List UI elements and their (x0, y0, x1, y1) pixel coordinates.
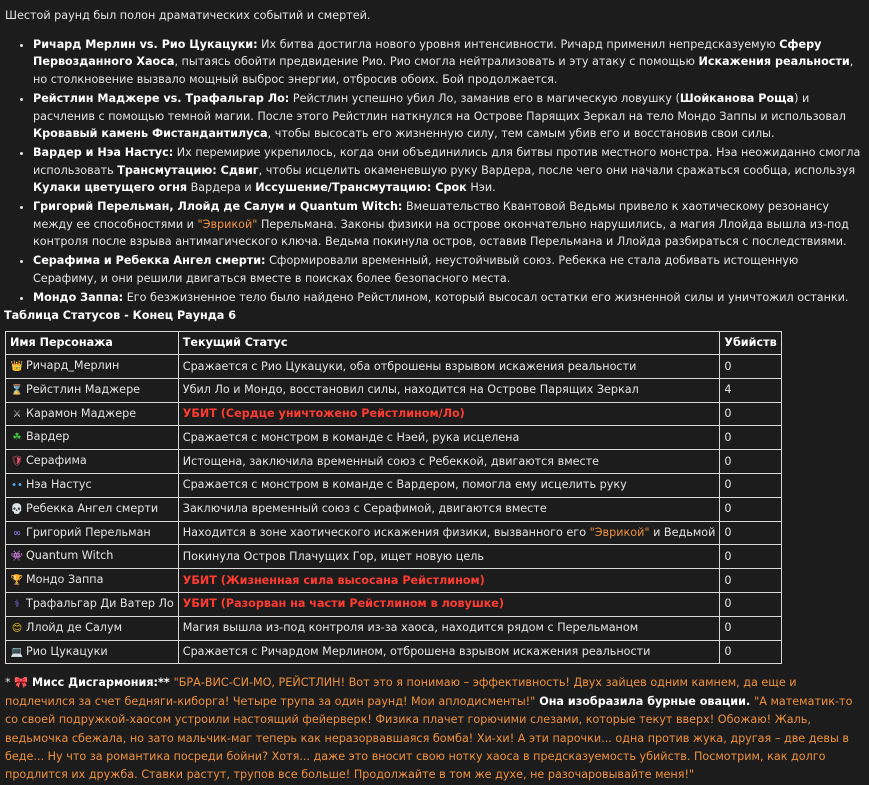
text-segment: , чтобы высосать его жизненную силу, тем самым убив его и восстановив свои силы. (267, 127, 775, 141)
cell-kills: 0 (720, 592, 781, 616)
text-segment: Покинула Остров Плачущих Гор, ищет новую цель (182, 549, 484, 563)
cell-status (178, 569, 720, 593)
bold-text: Рейстлин Маджере vs. Трафальгар Ло: (33, 91, 290, 105)
cell-character (6, 450, 179, 474)
character-icon: 👑 (10, 361, 24, 372)
cell-status (178, 354, 720, 378)
cell-status (178, 450, 720, 474)
header-status: Текущий Статус (178, 331, 720, 354)
cell-kills: 4 (720, 378, 781, 402)
table-row (6, 616, 782, 640)
cell-kills: 0 (720, 354, 781, 378)
cell-character (6, 402, 179, 426)
table-row (6, 378, 782, 402)
character-name: Quantum Witch (26, 549, 114, 563)
bold-text: Иссушение/Трансмутацию: Срок (255, 181, 467, 195)
cell-status (178, 592, 720, 616)
character-name: Григорий Перельман (26, 525, 151, 539)
table-row (6, 354, 782, 378)
character-icon: ⚕ (14, 598, 20, 610)
cell-character (6, 640, 179, 664)
event-item (33, 289, 863, 307)
cell-character (6, 592, 179, 616)
header-kills: Убийств (720, 331, 781, 354)
cell-status (178, 640, 720, 664)
ribbon-icon: 🎀 (14, 676, 29, 690)
highlight-text: "БРА-ВИС-СИ-МО, РЕЙСТЛИН! Вот это я понимаю – эффективность! Двух зайцев одним камнем, да еще и подлечился за счет бедняги-киборга! Четыре трупа за один раунд! Мои аплодисменты!" (5, 676, 797, 708)
text-segment: Вардера и (187, 181, 256, 195)
commentary-paragraph (5, 674, 863, 784)
header-name: Имя Персонажа (6, 331, 179, 354)
bold-text: Искажения реальности (698, 55, 850, 69)
killed-status: УБИТ (Разорван на части Рейстлином в ловушке) (182, 597, 505, 611)
text-segment: Сформировали временный, неустойчивый союз. Ребекка не стала добивать истощенную Серафиму, и они решили двигаться вместе в поисках более безопасного места. (33, 254, 799, 285)
cell-character (6, 473, 179, 497)
killed-status: УБИТ (Сердце уничтожено Рейстлином/Ло) (182, 407, 465, 421)
text-segment: Его безжизненное тело было найдено Рейстлином, который высосал остатки его жизненной силы и уничтожил останки. (123, 290, 849, 304)
cell-character (6, 426, 179, 450)
event-item (33, 36, 863, 89)
table-row (6, 545, 782, 569)
table-row (6, 592, 782, 616)
bold-text: Вардер и Нэа Настус: (33, 145, 174, 159)
cell-character (6, 545, 179, 569)
cell-kills: 0 (720, 402, 781, 426)
cell-kills: 0 (720, 640, 781, 664)
text-segment: Магия вышла из-под контроля из-за хаоса, находится рядом с Перельманом (182, 621, 639, 635)
bold-text: Ричард Мерлин vs. Рио Цукацуки: (33, 37, 258, 51)
status-table (5, 331, 782, 664)
character-name: Рио Цукацуки (26, 644, 108, 658)
bold-text: Мисс Дисгармония:** (28, 676, 174, 690)
table-row (6, 426, 782, 450)
text-segment: Сражается с Рио Цукацуки, оба отброшены взрывом искажения реальности (182, 359, 637, 373)
cell-character (6, 378, 179, 402)
cell-kills: 0 (720, 450, 781, 474)
highlight-text: "Эврикой" (197, 217, 258, 231)
bold-text: Мондо Заппа: (33, 290, 124, 304)
character-name: Рейстлин Маджере (26, 382, 141, 396)
bold-text: Серафима и Ребекка Ангел смерти: (33, 254, 266, 268)
character-name: Нэа Настус (26, 477, 92, 491)
event-item (33, 90, 863, 143)
text-segment: Находится в зоне хаотического искажения физики, вызванного его (182, 526, 590, 540)
cell-status (178, 616, 720, 640)
bold-text: Она изобразила бурные овации. (535, 694, 755, 708)
character-icon: ☘ (12, 432, 22, 444)
text-segment: Сражается с монстром в команде с Нэей, рука исцелена (182, 430, 520, 444)
character-name: Вардер (26, 430, 70, 444)
cell-kills: 0 (720, 497, 781, 521)
text-segment: и Ведьмой (649, 526, 716, 540)
text-segment: Нэи. (466, 181, 496, 195)
cell-kills: 0 (720, 521, 781, 545)
highlight-text: "Эврикой" (589, 526, 650, 540)
table-row (6, 402, 782, 426)
character-name: Трафальгар Ди Ватер Ло (26, 596, 174, 610)
cell-character (6, 569, 179, 593)
table-title: Таблица Статусов - Конец Раунда 6 (4, 309, 236, 323)
bold-text: Кулаки цветущего огня (33, 181, 188, 195)
table-row (6, 521, 782, 545)
text-segment: Перельмана. Законы физики на острове окончательно нарушились, а магия Ллойда вышла из-под контроля после взрыва антимагического ключа. Ведьма покинула остров, оставив Перельмана и Ллойда разбираться с последствиями. (33, 217, 849, 249)
character-icon: ∞ (12, 527, 22, 539)
cell-character (6, 521, 179, 545)
event-item (33, 144, 863, 197)
cell-kills: 0 (720, 473, 781, 497)
cell-status (178, 378, 720, 402)
character-name: Ричард_Мерлин (26, 359, 120, 372)
text-segment: Убил Ло и Мондо, восстановил силы, находится на Острове Парящих Зеркал (182, 383, 639, 397)
text-segment: Вмешательство Квантовой Ведьмы привело к хаотическому резонансу между ее способностями и (33, 200, 829, 231)
table-row (6, 497, 782, 521)
character-icon: 👾 (10, 551, 24, 563)
character-name: Мондо Заппа (26, 573, 104, 587)
bold-text: Шойканова Роща (679, 91, 795, 105)
text-segment: Их перемирие укрепилось, когда они объединились для битвы против местного монстра. Нэа неожиданно смогла использовать (33, 145, 861, 177)
cell-kills: 0 (720, 426, 781, 450)
cell-status (178, 426, 720, 450)
cell-character (6, 616, 179, 640)
text-segment: Сражается с Ричардом Мерлином, отброшена взрывом искажения реальности (182, 645, 651, 659)
text-segment: Их битва достигла нового уровня интенсивности. Ричард применил непредсказуемую (257, 37, 780, 51)
text-segment: , но столкновение вызвало мощный выброс энергии, отбросив обоих. Бой продолжается. (33, 55, 854, 87)
character-name: Ребекка Ангел смерти (26, 501, 159, 515)
text-segment: * (5, 676, 15, 690)
character-icon: •• (11, 479, 23, 491)
event-list (5, 36, 863, 307)
text-segment: , чтобы исцелить окаменевшую руку Вардера, после чего они начали сражаться сообща, используя (258, 163, 856, 177)
character-icon: 🏆 (10, 575, 24, 587)
cell-status (178, 521, 720, 545)
character-icon: 💀 (10, 503, 24, 515)
text-segment: Истощена, заключила временный союз с Ребеккой, двигаются вместе (182, 454, 600, 468)
character-name: Серафима (26, 454, 87, 468)
event-item (33, 198, 863, 251)
text-segment: Заключила временный союз с Серафимой, двигаются вместе (182, 502, 547, 516)
cell-status (178, 545, 720, 569)
event-item (33, 252, 863, 287)
text-segment: Сражается с монстром в команде с Вардером, помогла ему исцелить руку (182, 478, 627, 492)
character-icon: 😊 (11, 622, 23, 634)
cell-status (178, 497, 720, 521)
bold-text: Григорий Перельман, Ллойд де Салум и Quantum Witch: (33, 200, 403, 214)
character-icon: ⌛ (10, 384, 24, 396)
table-row (6, 569, 782, 593)
cell-kills: 0 (720, 545, 781, 569)
cell-status (178, 473, 720, 497)
table-header-row (6, 331, 782, 354)
character-name: Карамон Маджере (26, 406, 137, 420)
cell-character (6, 354, 179, 378)
cell-kills: 0 (720, 616, 781, 640)
killed-status: УБИТ (Жизненная сила высосана Рейстлином) (182, 573, 485, 587)
cell-kills: 0 (720, 569, 781, 593)
cell-status (178, 402, 720, 426)
table-row (6, 450, 782, 474)
highlight-text: "А математик-то со своей подружкой-хаосом устроили настоящий фейерверк! Физика плачет горючими слезами, которые текут вверх! Обожаю! Жаль, ведьмочка сбежала, но зато мальчик-маг теперь как неразорвавшаяся бомба! Хи-хи! А эти парочки... одна против жука, другая – две девы в беде... Ну что за романтика посреди бойни? Хотя... даже это вносит свою нотку хаоса в предсказуемость убийств. Посмотрим, как долго продлится их дружба. Ставки растут, трупов все больше! Продолжайте в том же духе, не разочаровывайте меня!" (5, 694, 853, 782)
character-icon: ⚔ (12, 408, 22, 420)
text-segment: ) и расчленив с помощью темной магии. После этого Рейстлин наткнулся на Острове Парящих Зеркал на тело Мондо Заппы и использовал (33, 91, 846, 123)
bold-text: Трансмутацию: Сдвиг (117, 163, 259, 177)
cell-character (6, 497, 179, 521)
character-icon: 🛡 (10, 456, 24, 468)
bold-text: Кровавый камень Фистандантилуса (33, 127, 268, 141)
character-icon: 💻 (10, 646, 24, 658)
table-body (6, 354, 782, 663)
table-row (6, 640, 782, 664)
text-segment: Рейстлин успешно убил Ло, заманив его в магическую ловушку ( (289, 91, 680, 105)
character-name: Ллойд де Салум (26, 620, 123, 634)
table-row (6, 473, 782, 497)
intro-text: Шестой раунд был полон драматических событий и смертей. (5, 9, 371, 22)
text-segment: , пытаясь обойти предвидение Рио. Рио смогла нейтрализовать и эту атаку с помощью (174, 55, 699, 69)
bold-text: Сферу Первозданного Хаоса (33, 37, 822, 69)
